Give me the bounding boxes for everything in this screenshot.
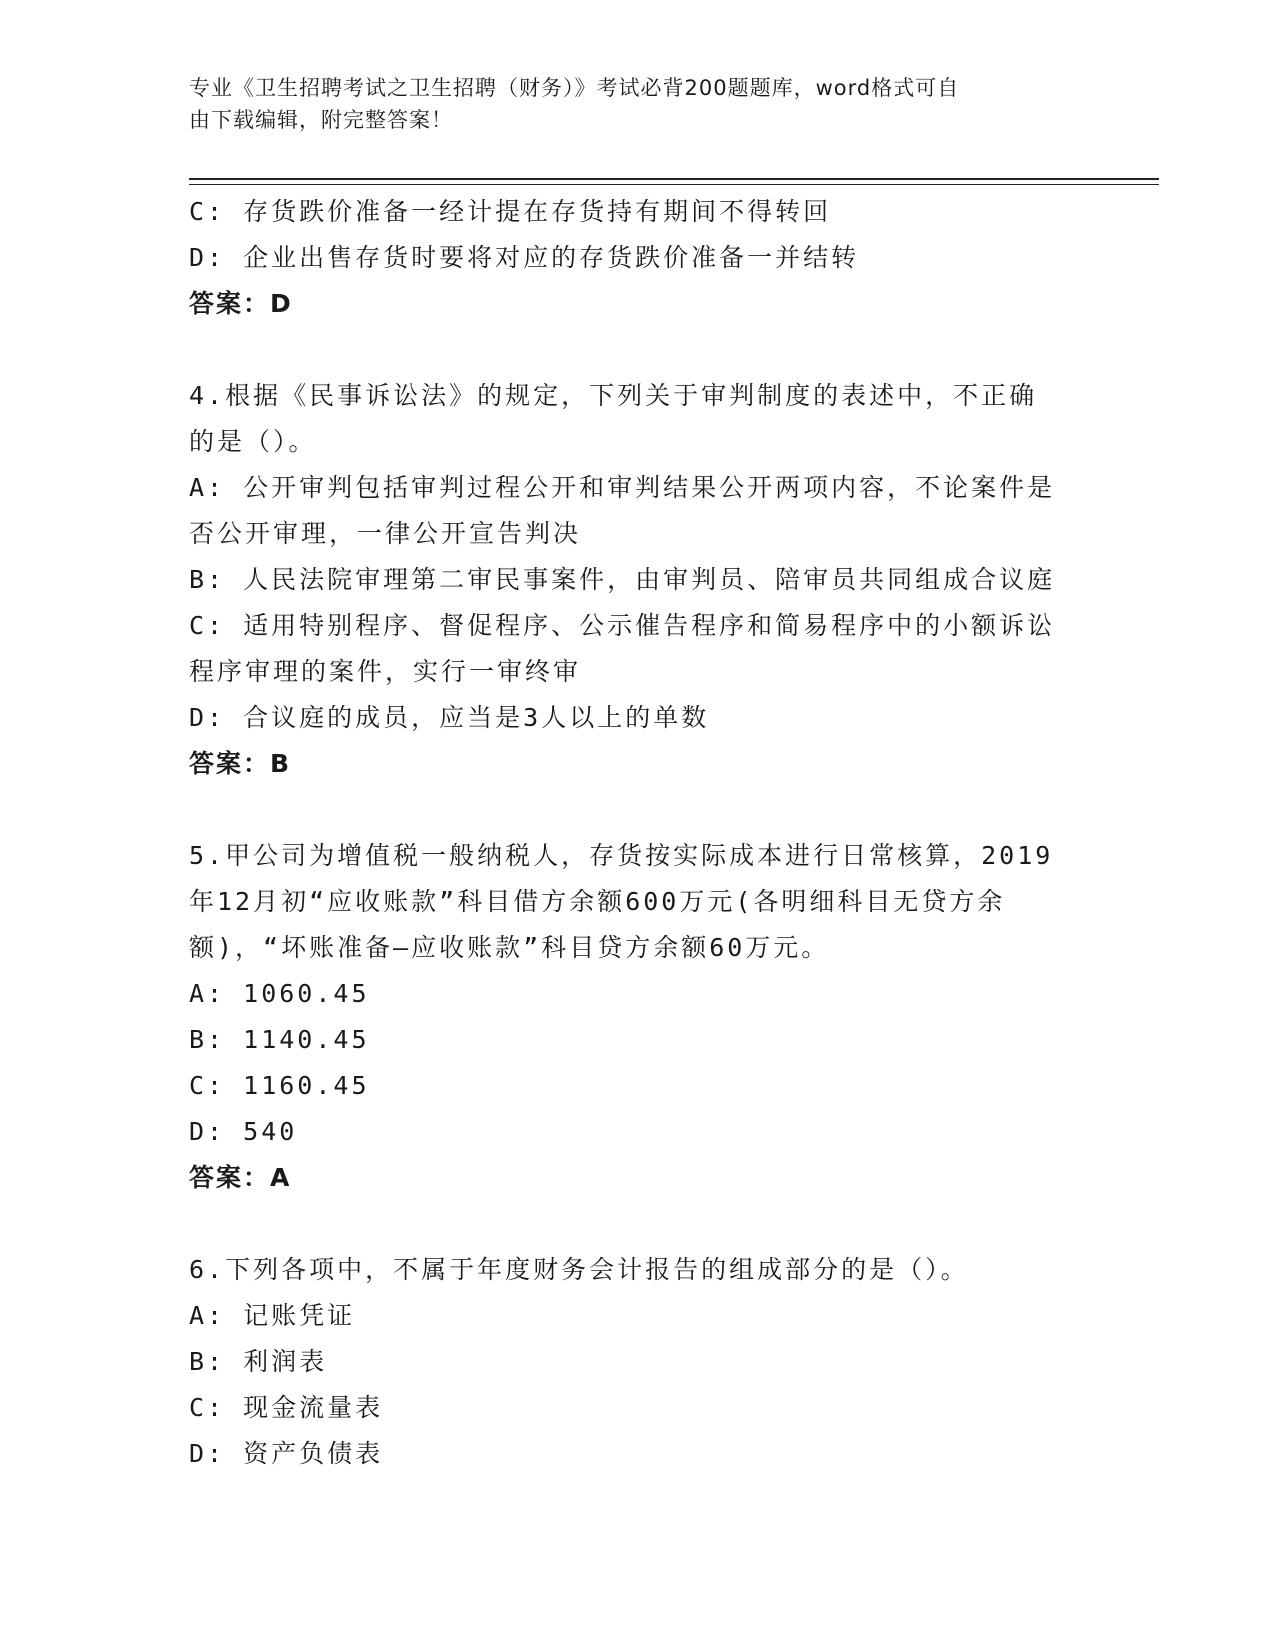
document-header — [189, 72, 1069, 136]
option-d: D: 540 — [189, 1117, 298, 1146]
question-6 — [189, 1247, 1089, 1477]
header-line-2: 由下载编辑，附完整答案！ — [189, 108, 453, 132]
option-b: B: 1140.45 — [189, 1025, 370, 1054]
option-c: C: 1160.45 — [189, 1071, 370, 1100]
header-line-1: 专业《卫生招聘考试之卫生招聘（财务）》考试必背200题题库，word格式可自 — [189, 76, 960, 100]
question-stem-cont: 年12月初“应收账款”科目借方余额600万元(各明细科目无贷方余 — [189, 887, 1006, 916]
header-divider-thin — [189, 184, 1159, 185]
question-5 — [189, 833, 1089, 1201]
option-c: C: 存货跌价准备一经计提在存货持有期间不得转回 — [189, 197, 832, 226]
spacer — [189, 327, 1089, 373]
answer-label: 答案： — [189, 1163, 271, 1192]
option-d: D: 资产负债表 — [189, 1439, 384, 1468]
option-a-cont: 否公开审理，一律公开宣告判决 — [189, 519, 582, 548]
answer-value: D — [270, 289, 292, 318]
option-c: C: 现金流量表 — [189, 1393, 384, 1422]
question-stem-cont: 的是（）。 — [189, 427, 317, 456]
option-a: A: 公开审判包括审判过程公开和审判结果公开两项内容，不论案件是 — [189, 473, 1056, 502]
option-d: D: 企业出售存货时要将对应的存货跌价准备一并结转 — [189, 243, 860, 272]
answer-value: A — [270, 1163, 291, 1192]
question-stem: 5.甲公司为增值税一般纳税人，存货按实际成本进行日常核算，2019 — [189, 841, 1054, 870]
answer-line — [189, 741, 1089, 787]
option-a: A: 1060.45 — [189, 979, 370, 1008]
option-b: B: 人民法院审理第二审民事案件，由审判员、陪审员共同组成合议庭 — [189, 565, 1056, 594]
spacer — [189, 1201, 1089, 1247]
option-c-cont: 程序审理的案件，实行一审终审 — [189, 657, 582, 686]
question-stem: 4.根据《民事诉讼法》的规定，下列关于审判制度的表述中，不正确 — [189, 381, 1038, 410]
option-d: D: 合议庭的成员，应当是3人以上的单数 — [189, 703, 710, 732]
question-3-tail — [189, 189, 1089, 327]
answer-line — [189, 281, 1089, 327]
option-c: C: 适用特别程序、督促程序、公示催告程序和简易程序中的小额诉讼 — [189, 611, 1056, 640]
question-4 — [189, 373, 1089, 787]
question-stem: 6.下列各项中，不属于年度财务会计报告的组成部分的是（）。 — [189, 1255, 969, 1284]
option-a: A: 记账凭证 — [189, 1301, 356, 1330]
question-list — [189, 189, 1089, 1477]
answer-label: 答案： — [189, 289, 271, 318]
question-stem-cont: 额)，“坏账准备—应收账款”科目贷方余额60万元。 — [189, 933, 830, 962]
header-divider-thick — [189, 178, 1159, 180]
answer-label: 答案： — [189, 749, 271, 778]
option-b: B: 利润表 — [189, 1347, 328, 1376]
spacer — [189, 787, 1089, 833]
answer-value: B — [270, 749, 291, 778]
answer-line — [189, 1155, 1089, 1201]
